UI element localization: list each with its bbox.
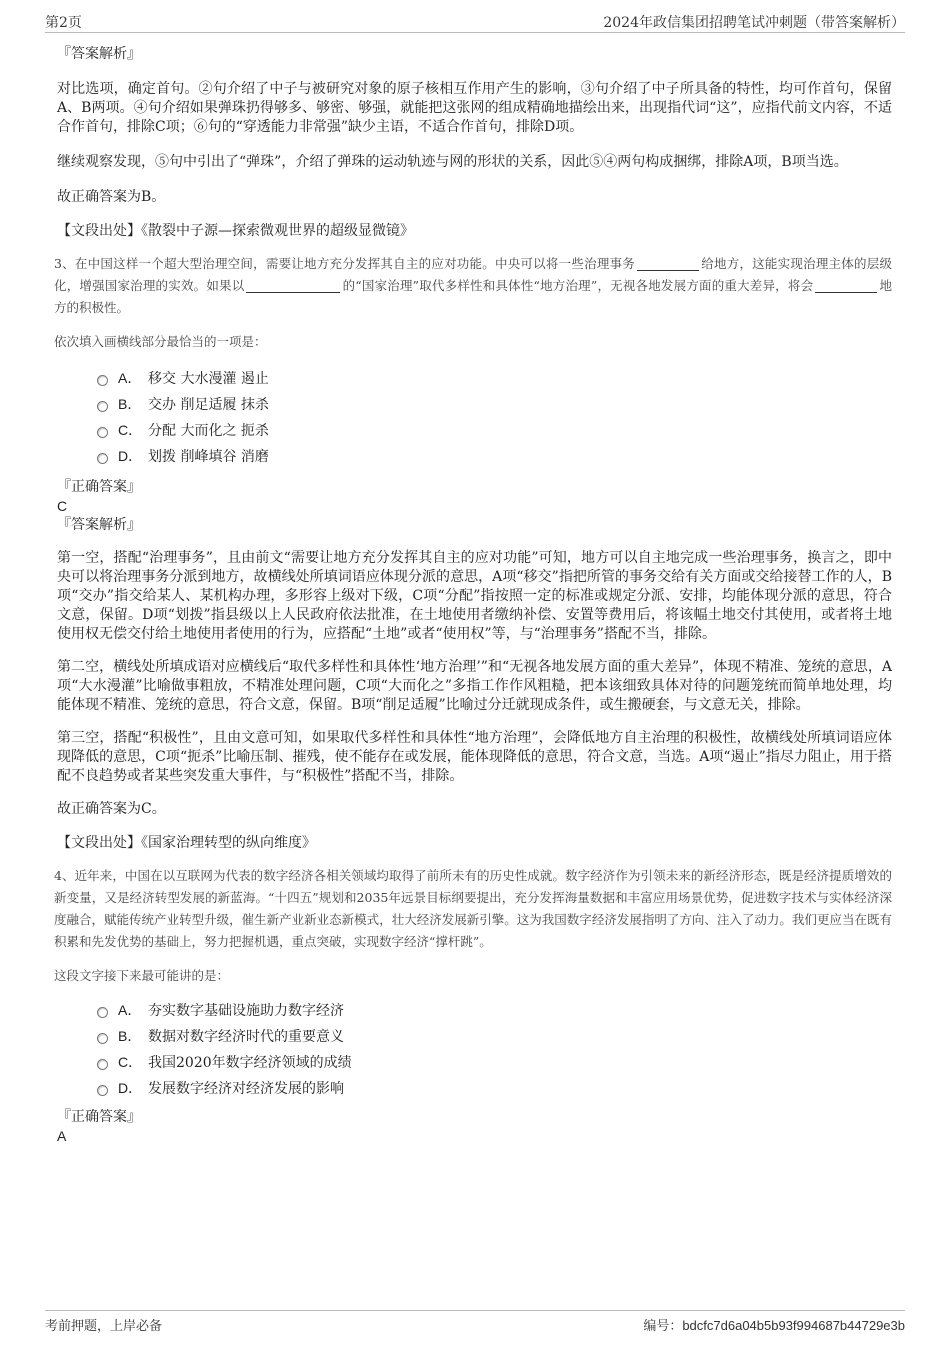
analysis-label: 『答案解析』 bbox=[57, 517, 141, 533]
fill-blank bbox=[815, 278, 877, 293]
radio-icon[interactable] bbox=[97, 1059, 108, 1070]
document-code: 编号：bdcfc7d6a04b5b93f994687b44729e3b bbox=[643, 1318, 905, 1334]
fill-blank bbox=[637, 256, 699, 271]
page-number: 第2页 bbox=[45, 15, 82, 31]
analysis-paragraph: 第二空，横线处所填成语对应横线后“取代多样性和具体性‘地方治理’”和“无视各地发展方面的重大差异”，体现不精准、笼统的意思，A项“大水漫灌”比喻做事粗放，不精准处理问题，C项“大而化之”多指工作作风粗糙，把本该细致具体对待的问题笼统而简单地处理，均能体现不精准、笼统的意思，符合文意，保留。B项“削足适履”比喻过分迁就现成条件，或生搬硬套，与文意无关，排除。 bbox=[57, 659, 892, 713]
question-text: 4、近年来，中国在以互联网为代表的数字经济各相关领域均取得了前所未有的历史性成就。数字经济作为引领未来的新经济形态，既是经济提质增效的新变量，又是经济转型发展的新蓝海。“十四五”规划和2035年远景目标纲要提出，充分发挥海量数据和丰富应用场景优势，促进数字技术与实体经济深度融合，赋能传统产业转型升级，催生新产业新业态新模式，壮大经济发展新引擎。这为我国数字经济发展指明了方向、注入了动力。我们更应当在既有积累和先发优势的基础上，努力把握机遇，重点突破，实现数字经济“撑杆跳”。 bbox=[54, 868, 892, 949]
question-text: 3、在中国这样一个超大型治理空间，需要让地方充分发挥其自主的应对功能。中央可以将一些治理事务 给地方，这能实现治理主体的层级化，增强国家治理的实效。如果以 的“国家治理”取代多样性和具体性“地方治理”，无视各地发展方面的重大差异，将会 地方的积极性。 bbox=[54, 256, 892, 315]
option-b[interactable]: B． 数据对数字经济时代的重要意义 bbox=[97, 1023, 892, 1049]
analysis-paragraph: 第三空，搭配“积极性”，且由文意可知，如果取代多样性和具体性“地方治理”，会降低地方自主治理的积极性，故横线处所填词语应体现降低的意思，C项“扼杀”比喻压制、摧残，使不能存在或发展，能体现降低的意思，符合文意，当选。A项“遏止”指尽力阻止，用于搭配不良趋势或者某些突发重大事件，与“积极性”搭配不当，排除。 bbox=[57, 730, 892, 784]
analysis-label: 『答案解析』 bbox=[57, 46, 141, 62]
option-a[interactable]: A． 移交 大水漫灌 遏止 bbox=[97, 365, 892, 391]
page-footer bbox=[45, 1310, 905, 1333]
answer-options bbox=[57, 365, 892, 469]
correct-answer: C bbox=[57, 498, 68, 514]
radio-icon[interactable] bbox=[97, 427, 108, 438]
source-citation: 【文段出处】《散裂中子源—探索微观世界的超级显微镜》 bbox=[57, 223, 414, 239]
analysis-paragraph: 故正确答案为C。 bbox=[57, 801, 166, 817]
option-c[interactable]: C． 分配 大而化之 扼杀 bbox=[97, 417, 892, 443]
page-content bbox=[54, 44, 892, 1145]
source-citation: 【文段出处】《国家治理转型的纵向维度》 bbox=[57, 835, 316, 851]
radio-icon[interactable] bbox=[97, 1033, 108, 1044]
analysis-paragraph: 继续观察发现，⑤句中引出了“弹珠”，介绍了弹珠的运动轨迹与网的形状的关系，因此⑤④两句构成捆绑，排除A项，B项当选。 bbox=[57, 154, 848, 170]
correct-answer-label: 『正确答案』 bbox=[57, 479, 141, 495]
radio-icon[interactable] bbox=[97, 1085, 108, 1096]
question-prompt: 依次填入画横线部分最恰当的一项是： bbox=[54, 334, 267, 349]
option-a[interactable]: A． 夯实数字基础设施助力数字经济 bbox=[97, 997, 892, 1023]
analysis-paragraph: 第一空，搭配“治理事务”，且由前文“需要让地方充分发挥其自主的应对功能”可知，地方可以自主地完成一些治理事务，换言之，即中央可以将治理事务分派到地方，故横线处所填词语应体现分派的意思，A项“移交”指把所管的事务交给有关方面或交给接替工作的人，B项“交办”指交给某人、某机构办理，多形容上级对下级，C项“分配”指按照一定的标准或规定分派、安排，均能体现分派的意思，符合文意，保留。D项“划拨”指县级以上人民政府依法批准，在土地使用者缴纳补偿、安置等费用后，将该幅土地交付其使用，或者将土地使用权无偿交付给土地使用者使用的行为，应搭配“土地”或者“使用权”等，与“治理事务”搭配不当，排除。 bbox=[57, 550, 892, 642]
option-c[interactable]: C． 我国2020年数字经济领域的成绩 bbox=[97, 1049, 892, 1075]
analysis-paragraph: 对比选项，确定首句。②句介绍了中子与被研究对象的原子核相互作用产生的影响，③句介绍了中子所具备的特性，均可作首句，保留A、B两项。④句介绍如果弹珠扔得够多、够密、够强，就能把这张网的组成精确地描绘出来，出现指代词“这”，应指代前文内容，不适合作首句，排除C项；⑥句的“穿透能力非常强”缺少主语，不适合作首句，排除D项。 bbox=[57, 81, 892, 135]
question-prompt: 这段文字接下来最可能讲的是： bbox=[54, 968, 230, 983]
correct-answer: A bbox=[57, 1128, 67, 1144]
radio-icon[interactable] bbox=[97, 1007, 108, 1018]
answer-options bbox=[57, 997, 892, 1101]
radio-icon[interactable] bbox=[97, 401, 108, 412]
radio-icon[interactable] bbox=[97, 375, 108, 386]
radio-icon[interactable] bbox=[97, 453, 108, 464]
document-title: 2024年政信集团招聘笔试冲刺题（带答案解析） bbox=[603, 15, 905, 31]
fill-blank bbox=[246, 278, 340, 293]
option-d[interactable]: D． 划拨 削峰填谷 消磨 bbox=[97, 443, 892, 469]
page-header bbox=[45, 10, 905, 33]
option-d[interactable]: D． 发展数字经济对经济发展的影响 bbox=[97, 1075, 892, 1101]
correct-answer-label: 『正确答案』 bbox=[57, 1109, 141, 1125]
analysis-paragraph: 故正确答案为B。 bbox=[57, 189, 166, 205]
footer-slogan: 考前押题，上岸必备 bbox=[45, 1319, 163, 1334]
option-b[interactable]: B． 交办 削足适履 抹杀 bbox=[97, 391, 892, 417]
